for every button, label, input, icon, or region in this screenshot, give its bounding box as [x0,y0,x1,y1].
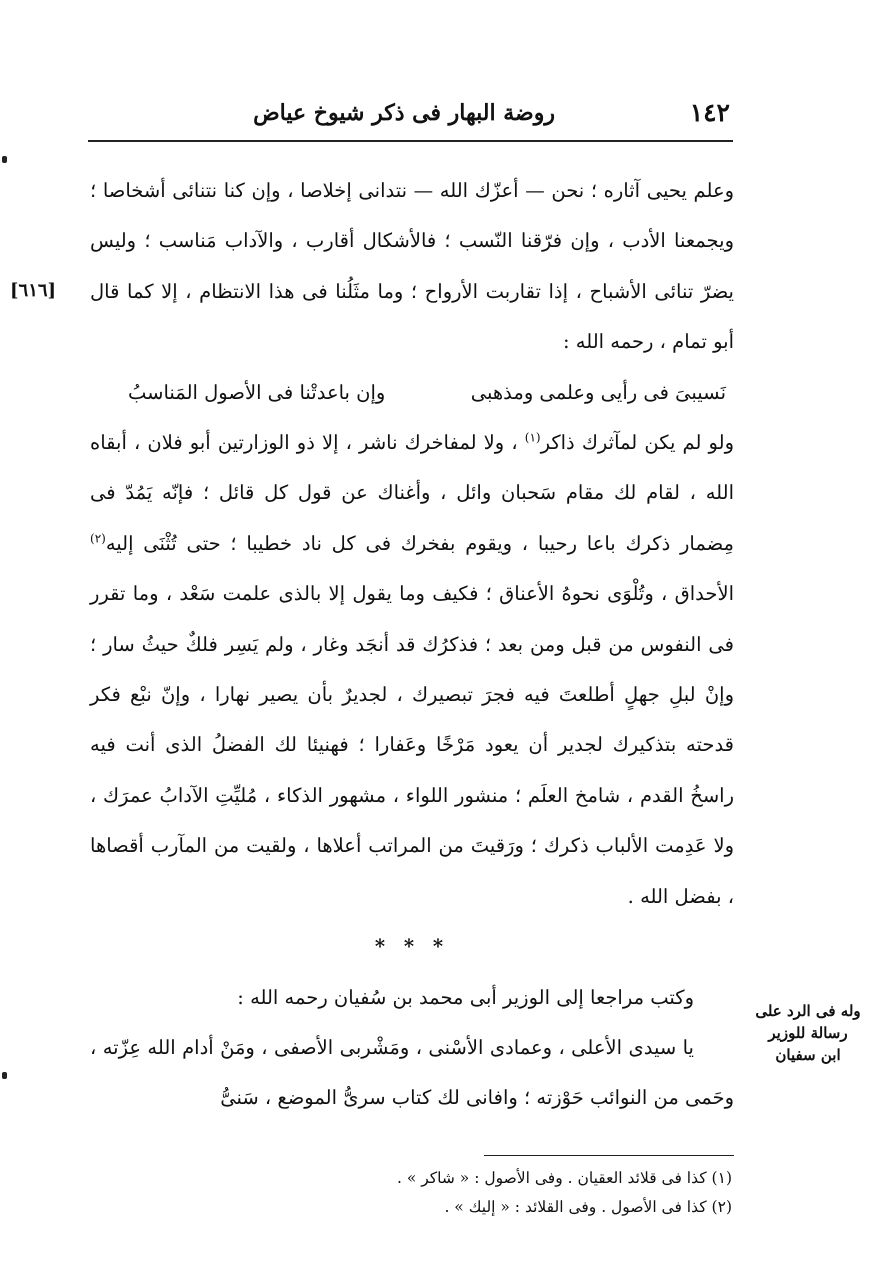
footnote-rule [484,1155,734,1156]
side-note [748,1000,868,1066]
paragraph: وعلم يحيى آثاره ؛ نحن — أعزّك الله — نتدانى إخلاصا ، وإن كنا نتنائى أشخاصا ؛ ويجمعنا الأدب ، وإن فرّقنا النّسب ؛ فالأشكال أقارب ، والآداب مَناسب ؛ وليس يضرّ تنائى الأشباح ، إذا تقاربت الأرواح ؛ وما مثَلُنا فى هذا الانتظام ، إلا كما قال أبو تمام ، رحمه الله : [90,179,734,354]
poem-verse [90,368,734,418]
side-note-line: رسالة للوزير [768,1024,848,1042]
paragraph [90,418,734,922]
header-rule [88,140,733,142]
footnote-1: (١) كذا فى قلائد العقيان . وفى الأصول : « شاكر » . [396,1169,732,1187]
side-note-line: وله فى الرد على [755,1002,861,1020]
main-text [90,166,734,1124]
text-run: ولو لم يكن لمآثرك ذاكر [540,431,734,455]
margin-page-marker: [٦١٦] [10,280,57,301]
footnote-ref-2: (٢) [90,531,106,546]
footnote-ref-1: (١) [524,430,541,445]
page-header [88,96,730,136]
footnotes [120,1164,732,1222]
text-run: الأحداق ، وتُلْوَى نحوهُ الأعناق ؛ فكيف وما يقول إلا بالذى علمت سَعْد ، وما تقرر فى النفوس من قبل ومن بعد ؛ فذكرُك قد أنجَد وغار ، ولم يَسِر فلكٌ حيثُ سار ؛ وإنْ لبلِ جهلٍ أطلعتَ فيه فجرَ تبصيرك ، لجديرٌ بأن يصير نهارا ، وإنّ نبْع فكر قدحته بتذكيرك لجدير أن يعود مَرْخًا وعَفارا ؛ فهنيئا لك الفضلُ الذى أنت فيه راسخُ القدم ، شامخ العلَم ؛ منشور اللواء ، مشهور الذكاء ، مُليِّتِ الآدابُ عمرَك ، ولا عَدِمت الألباب ذكرك ؛ ورَقيتَ من المراتب أعلاها ، ولقيت من المآرب أقصاها ، بفضل الله . [90,582,734,908]
side-note-line: ابن سفيان [775,1046,841,1064]
paragraph: يا سيدى الأعلى ، وعمادى الأسْنى ، ومَشْربى الأصفى ، ومَنْ أدام الله عِزّته ، وحَمى من النوائب حَوْزته ؛ وافانى لك كتاب سرىُّ الموضع ، سَنىُّ [90,1035,734,1110]
scan-mark [2,156,7,163]
verse-first-hemistich: نَسيبىَ فى رأيى وعلمى ومذهبى [470,380,726,404]
scan-mark [2,1072,7,1079]
verse-second-hemistich: وإن باعدتْنا فى الأصول المَناسبُ [128,380,386,404]
text-run: ، ولا لمفاخرك ناشر ، إلا ذو الوزارتين أبو فلان ، أبقاه الله ، لقام لك مقام سَحبان وائل ، وأغناك عن قول كل قائل ؛ فإنّه يَمُدّ فى مِضمار ذكرك باعا رحيبا ، ويقوم بفخرك فى كل ناد خطيبا ؛ حتى تُثْنَى إليه [90,431,734,555]
footnote-2: (٢) كذا فى الأصول . وفى القلائد : « إليك » . [444,1198,732,1216]
section-separator: * * * [374,935,450,959]
page-number: ١٤٢ [689,98,730,127]
paragraph-intro: وكتب مراجعا إلى الوزير أبى محمد بن سُفيان رحمه الله : [237,985,694,1009]
running-title: روضة البهار فى ذكر شيوخ عياض [253,100,555,126]
